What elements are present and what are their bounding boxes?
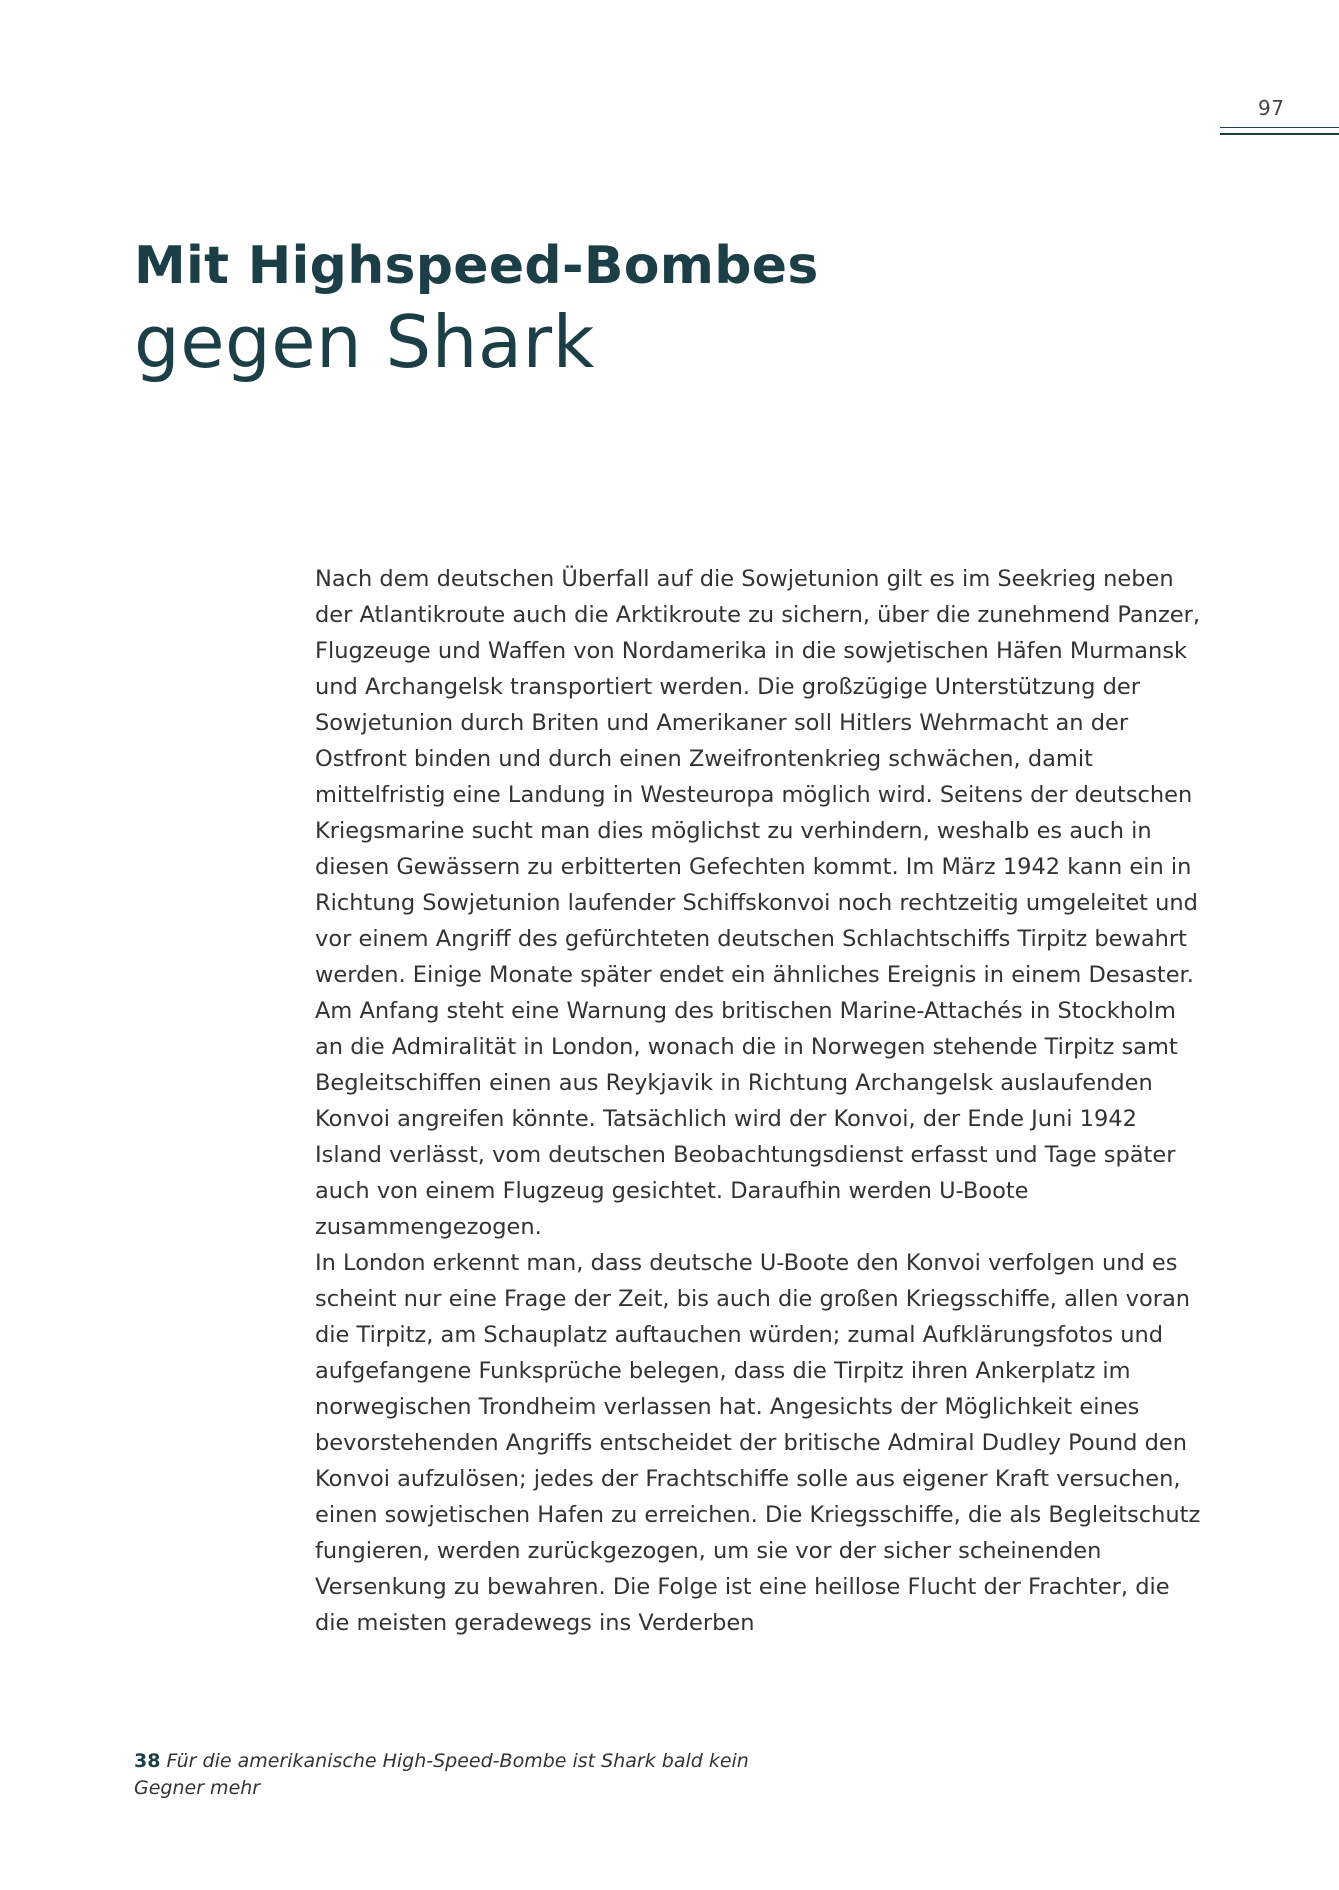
body-paragraph-2: Am Anfang steht eine Warnung des britischen Marine-Attachés in Stockholm an die Admiralität in London, wonach die in Norwegen stehende Tirpitz samt Begleitschiffen einen aus Reykjavik in Richtung Archangelsk auslaufenden Konvoi angreifen könnte. Tatsächlich wird der Konvoi, der Ende Juni 1942 Island verlässt, vom deutschen Beobachtungsdienst erfasst und Tage später auch von einem Flugzeug gesichtet. Daraufhin werden U-Boote zusammengezogen. [315,998,1178,1240]
chapter-title-line1: Mit Highspeed-Bombes [134,236,819,296]
chapter-title [134,235,1234,387]
page-number: 97 [1258,96,1285,120]
body-paragraph-3: In London erkennt man, dass deutsche U-Boote den Konvoi verfolgen und es scheint nur eine Frage der Zeit, bis auch die großen Kriegsschiffe, allen voran die Tirpitz, am Schauplatz auftauchen würden; zumal Aufklärungsfotos und aufgefangene Funksprüche belegen, dass die Tirpitz ihren Ankerplatz im norwegischen Trondheim verlassen hat. Angesichts der Möglichkeit eines bevorstehenden Angriffs entscheidet der britische Admiral Dudley Pound den Konvoi aufzulösen; jedes der Frachtschiffe solle aus eigener Kraft versuchen, einen sowjetischen Hafen zu erreichen. Die Kriegsschiffe, die als Begleitschutz fungieren, werden zurückgezogen, um sie vor der sicher scheinenden Versenkung zu bewahren. Die Folge ist eine heillose Flucht der Frachter, die die meisten geradewegs ins Verderben [315,1250,1201,1636]
chapter-title-line2: gegen Shark [134,300,595,384]
body-text [315,561,1205,1641]
caption-text: Für die amerikanische High-Speed-Bombe ist Shark bald kein Gegner mehr [134,1750,749,1799]
caption-number: 38 [134,1750,161,1772]
header-rule-thin [1220,127,1339,128]
header-rule-thick [1220,133,1339,135]
figure-caption [134,1748,754,1802]
body-paragraph-1: Nach dem deutschen Überfall auf die Sowjetunion gilt es im Seekrieg neben der Atlantikroute auch die Arktikroute zu sichern, über die zunehmend Panzer, Flugzeuge und Waffen von Nordamerika in die sowjetischen Häfen Murmansk und Archangelsk transportiert werden. Die großzügige Unterstützung der Sowjetunion durch Briten und Amerikaner soll Hitlers Wehrmacht an der Ostfront binden und durch einen Zweifrontenkrieg schwächen, damit mittelfristig eine Landung in Westeuropa möglich wird. Seitens der deutschen Kriegsmarine sucht man dies möglichst zu verhindern, weshalb es auch in diesen Gewässern zu erbitterten Gefechten kommt. Im März 1942 kann ein in Richtung Sowjetunion laufender Schiffskonvoi noch rechtzeitig umgeleitet und vor einem Angriff des gefürchteten deutschen Schlachtschiffs Tirpitz bewahrt werden. Einige Monate später endet ein ähnliches Ereignis in einem Desaster. [315,566,1201,988]
